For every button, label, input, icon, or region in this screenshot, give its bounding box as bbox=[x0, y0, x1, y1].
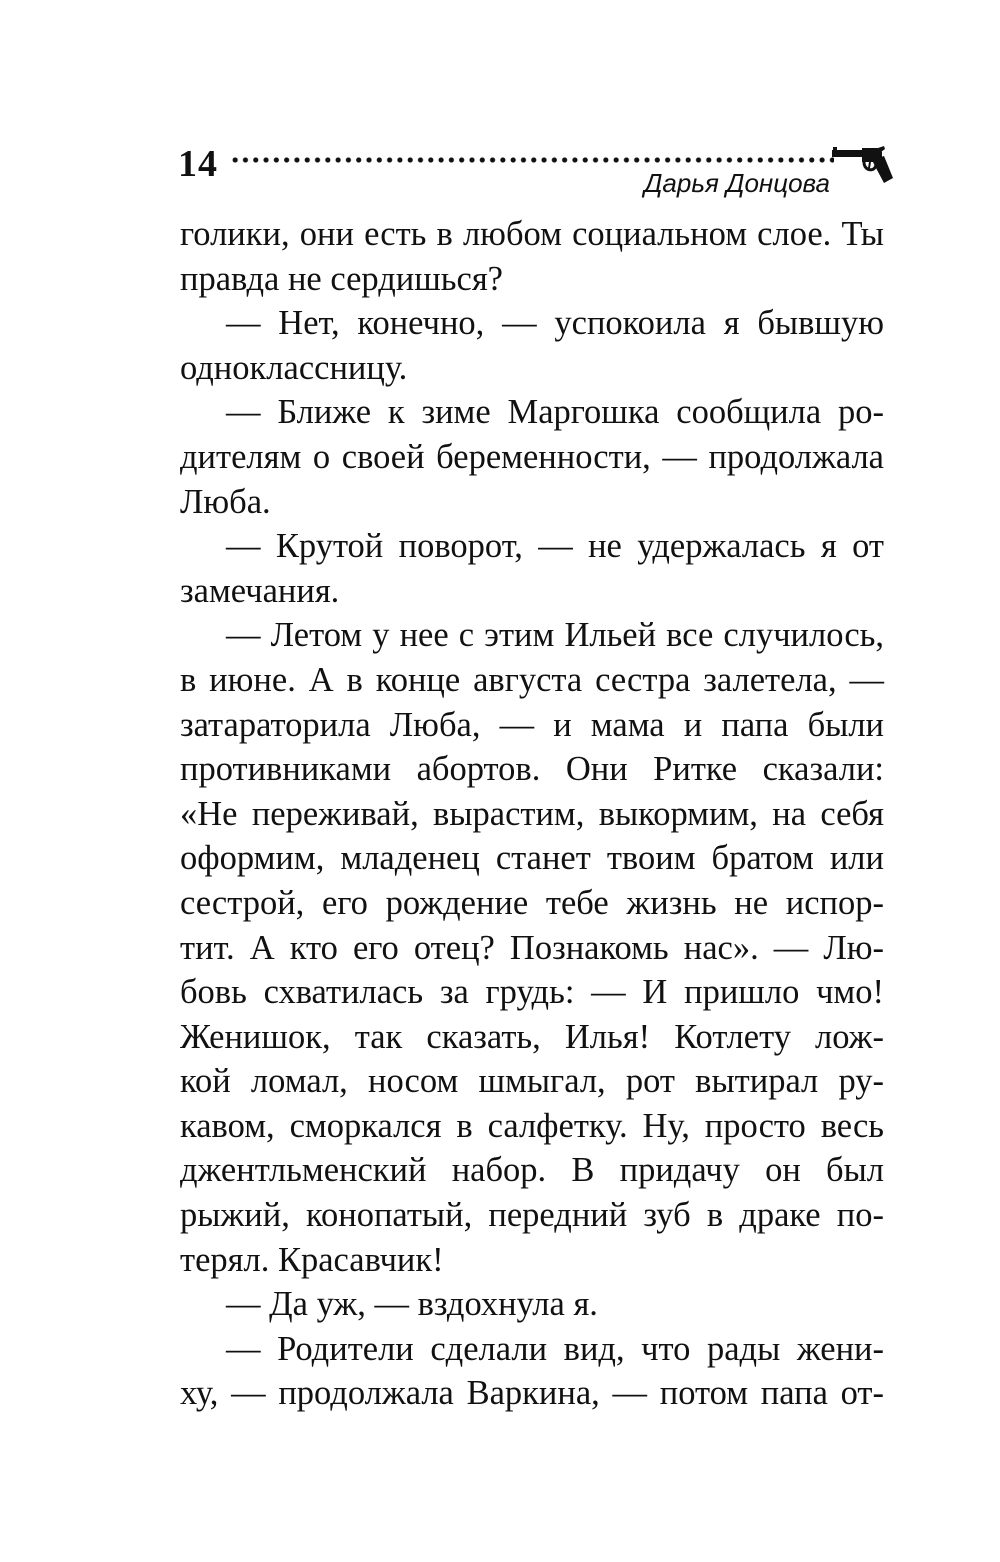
text-line: Люба. bbox=[180, 482, 271, 521]
text-line: «Не переживай, вырастим, выкормим, на себя bbox=[180, 794, 884, 833]
text-line: замечания. bbox=[180, 571, 340, 610]
text-line: — Крутой поворот, — не удержалась я от bbox=[226, 527, 884, 566]
text-line: дителям о своей беременности, — продолжала bbox=[180, 437, 884, 476]
text-line: кавом, сморкался в салфетку. Ну, просто весь bbox=[180, 1106, 884, 1145]
text-line: Женишок, так сказать, Илья! Котлету лож- bbox=[180, 1017, 884, 1056]
text-line: терял. Красавчик! bbox=[180, 1240, 444, 1279]
text-line: — Родители сделали вид, что рады жени- bbox=[226, 1329, 884, 1368]
revolver-icon bbox=[832, 146, 894, 184]
text-line: — Ближе к зиме Маргошка сообщила ро- bbox=[226, 393, 884, 432]
text-line: в июне. А в конце августа сестра залетела, — bbox=[180, 660, 884, 699]
text-line: затараторила Люба, — и мама и папа были bbox=[180, 705, 884, 744]
text-line: оформим, младенец станет твоим братом или bbox=[180, 839, 884, 878]
text-line: правда не сердишься? bbox=[180, 259, 503, 298]
dot-leader bbox=[230, 156, 834, 164]
text-line: — Летом у нее с этим Ильей все случилось, bbox=[226, 616, 884, 655]
text-line: джентльменский набор. В придачу он был bbox=[180, 1151, 884, 1190]
text-line: рыжий, конопатый, передний зуб в драке по- bbox=[180, 1196, 884, 1235]
text-line: бовь схватилась за грудь: — И пришло чмо! bbox=[180, 973, 884, 1012]
text-line: сестрой, его рождение тебе жизнь не испор- bbox=[180, 883, 884, 922]
text-line: противниками абортов. Они Ритке сказали: bbox=[180, 750, 884, 789]
body-text bbox=[180, 212, 884, 1416]
text-line: тит. А кто его отец? Познакомь нас». — Лю- bbox=[180, 928, 884, 967]
page-number: 14 bbox=[178, 143, 218, 185]
text-line: кой ломал, носом шмыгал, рот вытирал ру- bbox=[180, 1062, 884, 1101]
author-name: Дарья Донцова bbox=[644, 168, 830, 198]
running-head bbox=[178, 140, 890, 220]
text-line: ху, — продолжала Варкина, — потом папа от- bbox=[180, 1374, 884, 1413]
text-line: — Нет, конечно, — успокоила я бывшую bbox=[226, 304, 884, 343]
text-line: голики, они есть в любом социальном слое. Ты bbox=[180, 215, 884, 253]
text-line: одноклассницу. bbox=[180, 348, 408, 387]
text-line: — Да уж, — вздохнула я. bbox=[226, 1285, 598, 1324]
